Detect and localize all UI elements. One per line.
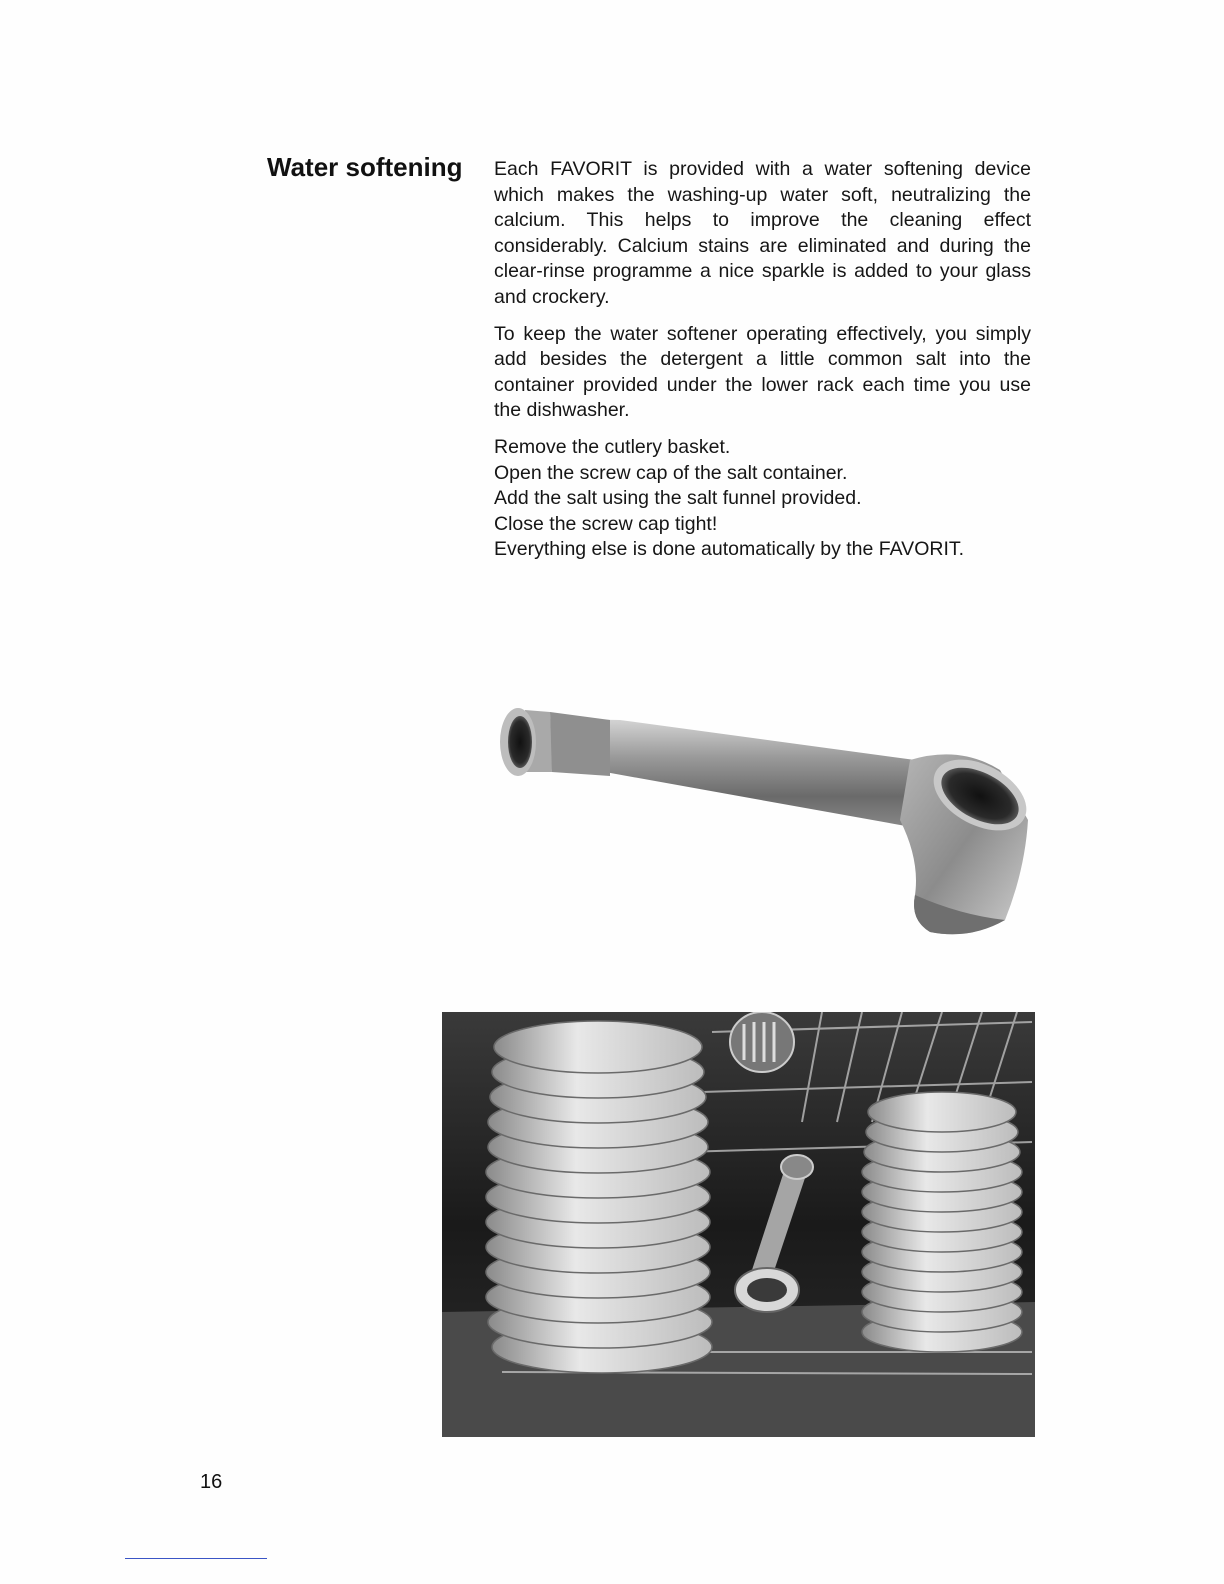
paragraph-salt: To keep the water softener operating effectively, you simply add besides the detergent a little common salt into the container provided under the lower rack each time you use the dishwasher. bbox=[494, 322, 1031, 422]
step-item: Close the screw cap tight! bbox=[494, 512, 718, 535]
dishwasher-rack-photo bbox=[442, 1012, 1035, 1437]
salt-funnel-photo bbox=[490, 690, 1040, 950]
paragraph-intro: Each FAVORIT is provided with a water softening device which makes the washing-up water soft, neutralizing the calcium. This helps to improve the cleaning effect considerably. Calcium stains are eliminated and during the clear-rinse programme a nice sparkle is added to your glass and crockery. bbox=[494, 158, 1031, 308]
step-item: Remove the cutlery basket. bbox=[494, 435, 731, 458]
bottom-rule bbox=[125, 1558, 267, 1559]
body-text bbox=[494, 157, 1031, 563]
step-item: Everything else is done automatically by the FAVORIT. bbox=[494, 538, 965, 561]
steps-list bbox=[494, 435, 1031, 563]
step-item: Add the salt using the salt funnel provided. bbox=[494, 487, 862, 510]
page-number: 16 bbox=[200, 1471, 223, 1493]
section-heading: Water softening bbox=[267, 152, 463, 182]
step-item: Open the screw cap of the salt container. bbox=[494, 461, 848, 484]
